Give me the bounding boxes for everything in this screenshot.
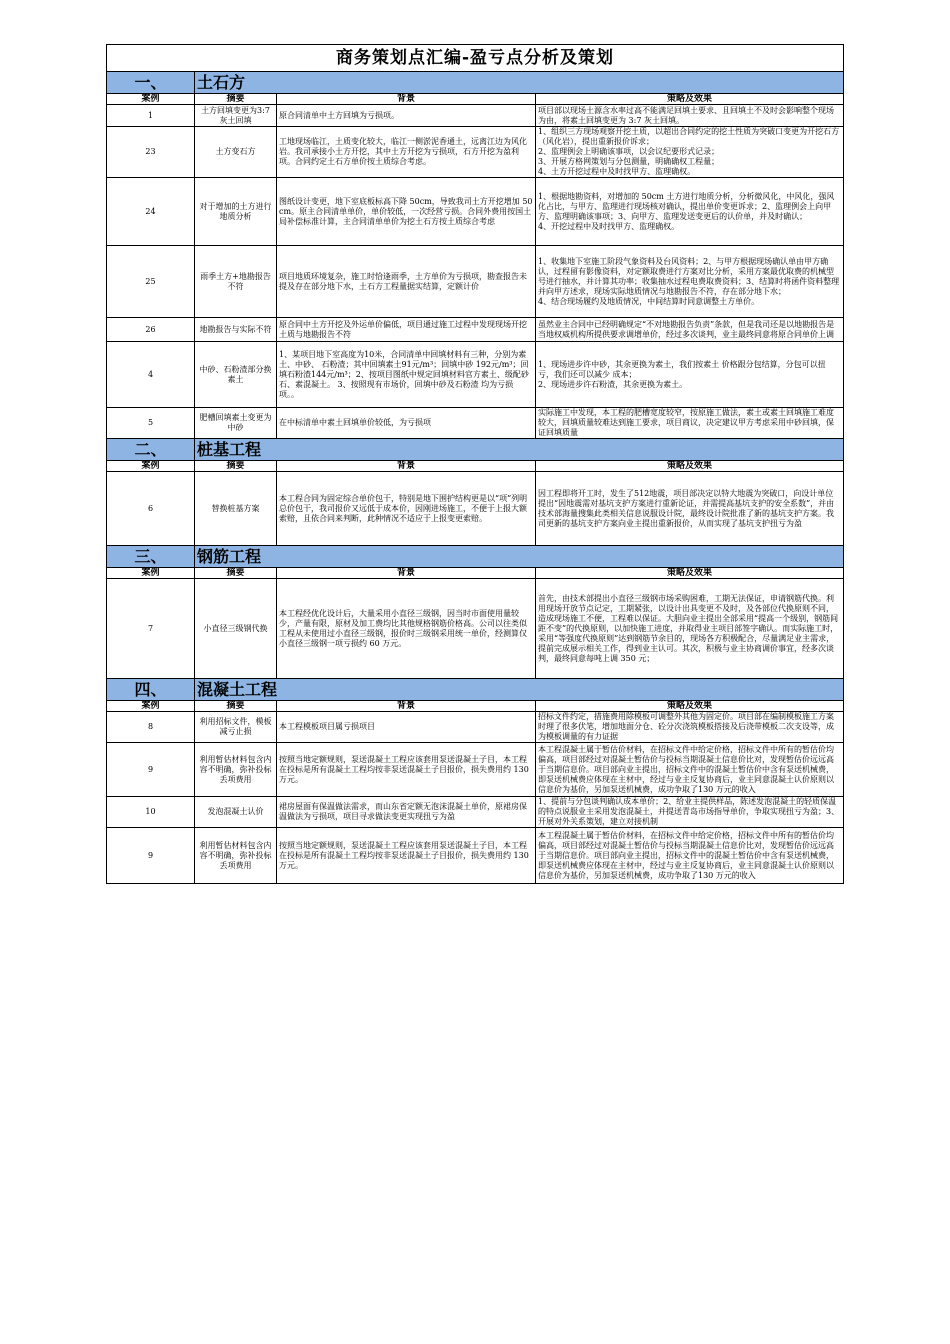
case-number: 26	[107, 318, 195, 342]
case-summary: 替换桩基方案	[195, 472, 277, 546]
table-row	[107, 472, 844, 546]
case-summary: 利用暂估材料包含内容不明确，弥补投标丢项费用	[195, 828, 277, 884]
table-row	[107, 178, 844, 246]
column-header-case: 案例	[107, 701, 195, 712]
section-row	[107, 72, 844, 94]
section-number: 四、	[107, 679, 195, 701]
case-strategy: 虽然业主合同中已经明确规定“不对地勘报告负责”条款，但是我司还是以地勘报告是当地权威机构所提供要求调增单价，经过多次谈判，业主最终同意将原合同单价上调	[536, 318, 844, 342]
column-header-background: 背景	[277, 461, 536, 472]
case-number: 8	[107, 712, 195, 743]
column-header-strategy: 策略及效果	[536, 461, 844, 472]
case-background: 本工程模板项目属亏损项目	[277, 712, 536, 743]
section-row	[107, 679, 844, 701]
column-header-row	[107, 568, 844, 579]
column-header-case: 案例	[107, 568, 195, 579]
case-strategy: 招标文件约定，措施费用除模板可调整外其他为固定价。项目部在编制模板施工方案时理了很多伏笔，增加地面分仓、砼分次浇筑模板搭接及后浇带模板二次支设等，成为模板调量的有力证据	[536, 712, 844, 743]
table-row	[107, 408, 844, 439]
table-row	[107, 105, 844, 127]
column-header-background: 背景	[277, 94, 536, 105]
section-number: 二、	[107, 439, 195, 461]
strategy-table	[106, 44, 844, 884]
column-header-row	[107, 701, 844, 712]
column-header-case: 案例	[107, 461, 195, 472]
case-background: 原合同中土方开挖及外运单价偏低，项目通过施工过程中发现现场开挖土质与地勘报告不符	[277, 318, 536, 342]
column-header-summary: 摘要	[195, 461, 277, 472]
column-header-row	[107, 461, 844, 472]
case-background: 按照当地定额规则，泵送混凝土工程应该套用泵送混凝土子目，本工程在投标是所有混凝土工程均按非泵送混凝土子目报价，损失费用约 130 万元。	[277, 828, 536, 884]
case-strategy: 1、收集地下室施工阶段气象资料及台风资料；2、与甲方根据现场确认单由甲方确认，过程留有影像资料，对定额取费进行方案对比分析，采用方案最优取费的机械型号进行抽水，并计算其功率；收集抽水过程电费取费资料；3、结算时将函件资料整理并向甲方述求，现场实际地质情况与地勘报告不符，存在部分地下水； 4、结合现场履约及地质情况，中间结算时同意调整土方单价。	[536, 246, 844, 318]
table-row	[107, 797, 844, 828]
table-row	[107, 246, 844, 318]
section-number: 一、	[107, 72, 195, 94]
section-title: 桩基工程	[195, 439, 844, 461]
case-strategy: 1、组织三方现场观察开挖土质，以超出合同约定的挖土性质为突破口变更为开挖石方（风化岩），提出重新报价诉求； 2、监理例会上明确该事项，以会议纪要形式记录； 3、开展方格网策划与分包测量，明确确权工程量； 4、土方开挖过程中及时找甲方、监理确权。	[536, 127, 844, 178]
case-strategy: 1、现场进步许中砂，其余更换为素土，我们按素土 价格跟分包结算，分包可以扭亏，我们还可以减少 成本； 2、现场进步许石粉渣，其余更换为素土。	[536, 342, 844, 408]
table-row	[107, 712, 844, 743]
case-background: 在中标清单中素土回填单价较低，为亏损项	[277, 408, 536, 439]
case-background: 本工程合同为固定综合单价包干，特别是地下围护结构更是以“项”列明总价包干，我司报价又远低于成本价，因刚进场施工，不便于上报大额索赔，且依合同来判断，此种情况不适应于上报变更索赔。	[277, 472, 536, 546]
column-header-background: 背景	[277, 568, 536, 579]
title-row	[107, 45, 844, 72]
case-number: 5	[107, 408, 195, 439]
case-background: 按照当地定额规则，泵送混凝土工程应该套用泵送混凝土子目，本工程在投标是所有混凝土工程均按非泵送混凝土子目报价，损失费用约 130 万元。	[277, 743, 536, 797]
page-title: 商务策划点汇编-盈亏点分析及策划	[107, 45, 844, 72]
column-header-strategy: 策略及效果	[536, 568, 844, 579]
case-background: 图纸设计变更，地下室底板标高下降 50cm，导致我司土方开挖增加 50cm。原主合同清单单价，单价较低，一次经营亏损。合同外费用按国土局补偿标准计算，主合同清单单价为挖土石方按土质综合考虑	[277, 178, 536, 246]
case-background: 原合同清单中土方回填为亏损项。	[277, 105, 536, 127]
case-number: 6	[107, 472, 195, 546]
case-strategy: 项目部以现场土源含水率过高不能满足回填土要求、且回填土不及时会影响整个现场为由，将素土回填变更为 3:7 灰土回填。	[536, 105, 844, 127]
case-number: 1	[107, 105, 195, 127]
case-summary: 土方变石方	[195, 127, 277, 178]
case-background: 项目地质环境复杂，施工时恰逢雨季，土方单价为亏损项，勘查报告未提及存在部分地下水，土石方工程量据实结算，定额计价	[277, 246, 536, 318]
section-row	[107, 439, 844, 461]
case-summary: 中砂、石粉渣部分换素土	[195, 342, 277, 408]
section-title: 钢筋工程	[195, 546, 844, 568]
case-number: 9	[107, 743, 195, 797]
case-number: 23	[107, 127, 195, 178]
case-background: 裙房屋面有保温做法需求，而山东省定额无泡沫混凝土单价，原裙房保温做法为亏损项，项目寻求做法变更实现扭亏为盈	[277, 797, 536, 828]
case-background: 本工程经优化设计后，大量采用小直径三级钢，因当时市面使用量较少，产量有限，原材及加工费均比其他规格钢筋价格高。公司以往类似工程从未使用过小直径三级钢，报价时三级钢采用统一单价，经测算仅小直径三级钢一项亏损约 60 万元。	[277, 579, 536, 679]
case-summary: 地勘报告与实际不符	[195, 318, 277, 342]
case-number: 10	[107, 797, 195, 828]
case-strategy: 1、提前与分包谈判确认成本单价；2、给业主提供样品，陈述发泡混凝土的轻质保温的特点说服业主采用发泡混凝土，并提送青岛市场指导单价，争取实现扭亏为盈；3、开展对外关系策划，建立对接机制	[536, 797, 844, 828]
case-summary: 小直径三级钢代换	[195, 579, 277, 679]
case-summary: 肥槽回填素土变更为中砂	[195, 408, 277, 439]
case-strategy: 因工程即将开工时，发生了512地震，项目部决定以特大地震为突破口，向设计单位提出“因地震需对基坑支护方案进行重新论证，并需提高基坑支护的安全系数”，并由技术部海量搜集此类相关信息说服设计院，最终设计院批准了新的基坑支护方案。我司更新的基坑支护方案向业主提出重新报价，从而实现了基坑支护扭亏为盈	[536, 472, 844, 546]
table-row	[107, 828, 844, 884]
column-header-case: 案例	[107, 94, 195, 105]
section-row	[107, 546, 844, 568]
case-number: 9	[107, 828, 195, 884]
case-number: 7	[107, 579, 195, 679]
table-row	[107, 127, 844, 178]
case-background: 1、某项目地下室高度为10米，合同清单中回填材料有三种，分别为素土、中砂、 石粉渣；其中回填素土91元/m³；回填中砂 192元/m³；回填石粉渣144元/m³；2、按项目图纸中规定回填材料官方素土、级配砂石、素混凝土。 3、按照现有市场价，回填中砂及石粉渣 均为亏损项。。	[277, 342, 536, 408]
case-summary: 雨季土方+地勘报告不符	[195, 246, 277, 318]
column-header-summary: 摘要	[195, 568, 277, 579]
section-number: 三、	[107, 546, 195, 568]
column-header-strategy: 策略及效果	[536, 94, 844, 105]
table-row	[107, 342, 844, 408]
column-header-summary: 摘要	[195, 701, 277, 712]
section-title: 混凝土工程	[195, 679, 844, 701]
case-summary: 利用暂估材料包含内容不明确，弥补投标丢项费用	[195, 743, 277, 797]
table-row	[107, 743, 844, 797]
case-number: 24	[107, 178, 195, 246]
section-title: 土石方	[195, 72, 844, 94]
case-strategy: 本工程混凝土属于暂估价材料，在招标文件中给定价格，招标文件中所有的暂估价均偏高，项目部经过对混凝土暂估价与投标当期混凝土信息价比对，发现暂估价远远高于当期信息价。项目部向业主提出，招标文件中的混凝土暂估价中含有泵送机械费，即泵送机械费应体现在主材中，经过与业主反复协商后，业主同意混凝土认价原则以信息价为基价，另加泵送机械费，成功争取了130 万元的收入	[536, 828, 844, 884]
table-row	[107, 579, 844, 679]
case-background: 工地现场临江，土质变化较大，临江一侧淤泥香通土，远离江边为风化岩。我司承接小土方开挖，其中土方开挖为亏损项，石方开挖为盈利项。合同约定土石方单价按土质综合考虑。	[277, 127, 536, 178]
case-strategy: 首先，由技术部提出小直径三级钢市场采购困难，工期无法保证，申请钢筋代换。利用现场开放节点记定，工期紧张，以设计出具变更不及时，及各部位代换原则不同，造成现场施工不便，工程难以保证。大胆向业主提出全部采用“提高一个级别，钢筋间距不变”的代换原则，以加快施工进度，并取得业主项目部签字确认。而实际施工时，采用“等强度代换原则”达到钢筋节余目的，现场各方积极配合，尽量满足业主需求，提前完成展示相关工作，得到业主认可。其次，积极与业主协商调价事宜，经多次谈判，最终同意每吨上调 350 元；	[536, 579, 844, 679]
case-strategy: 本工程混凝土属于暂估价材料，在招标文件中给定价格，招标文件中所有的暂估价均偏高，项目部经过对混凝土暂估价与投标当期混凝土信息价比对，发现暂估价远远高于当期信息价。项目部向业主提出，招标文件中的混凝土暂估价中含有泵送机械费，即泵送机械费应体现在主材中，经过与业主反复协商后，业主同意混凝土认价原则以信息价为基价，另加泵送机械费，成功争取了130 万元的收入	[536, 743, 844, 797]
case-number: 4	[107, 342, 195, 408]
spreadsheet	[106, 44, 843, 884]
case-summary: 土方回填变更为3:7 灰土回填	[195, 105, 277, 127]
column-header-row	[107, 94, 844, 105]
case-strategy: 1、根据地勘资料，对增加的 50cm 土方进行地质分析，分析微风化，中风化，强风化占比，与甲方、监理进行现场核对确认，提出单价变更诉求；2、监理例会上向甲方、监理明确该事项；3、向甲方、监理发送变更后的认价单，并及时确认； 4、开挖过程中及时找甲方、监理确权。	[536, 178, 844, 246]
column-header-strategy: 策略及效果	[536, 701, 844, 712]
column-header-background: 背景	[277, 701, 536, 712]
case-summary: 利用招标文件，模板减亏止损	[195, 712, 277, 743]
case-strategy: 实际施工中发现，本工程的肥槽宽度较窄，按原施工做法，素土或素土回填施工难度较大，回填质量较难达到施工要求，项目商议，决定建议甲方考虑采用中砂回填，保证回填质量	[536, 408, 844, 439]
case-number: 25	[107, 246, 195, 318]
table-row	[107, 318, 844, 342]
case-summary: 对于增加的土方进行地质分析	[195, 178, 277, 246]
case-summary: 发泡混凝土认价	[195, 797, 277, 828]
column-header-summary: 摘要	[195, 94, 277, 105]
